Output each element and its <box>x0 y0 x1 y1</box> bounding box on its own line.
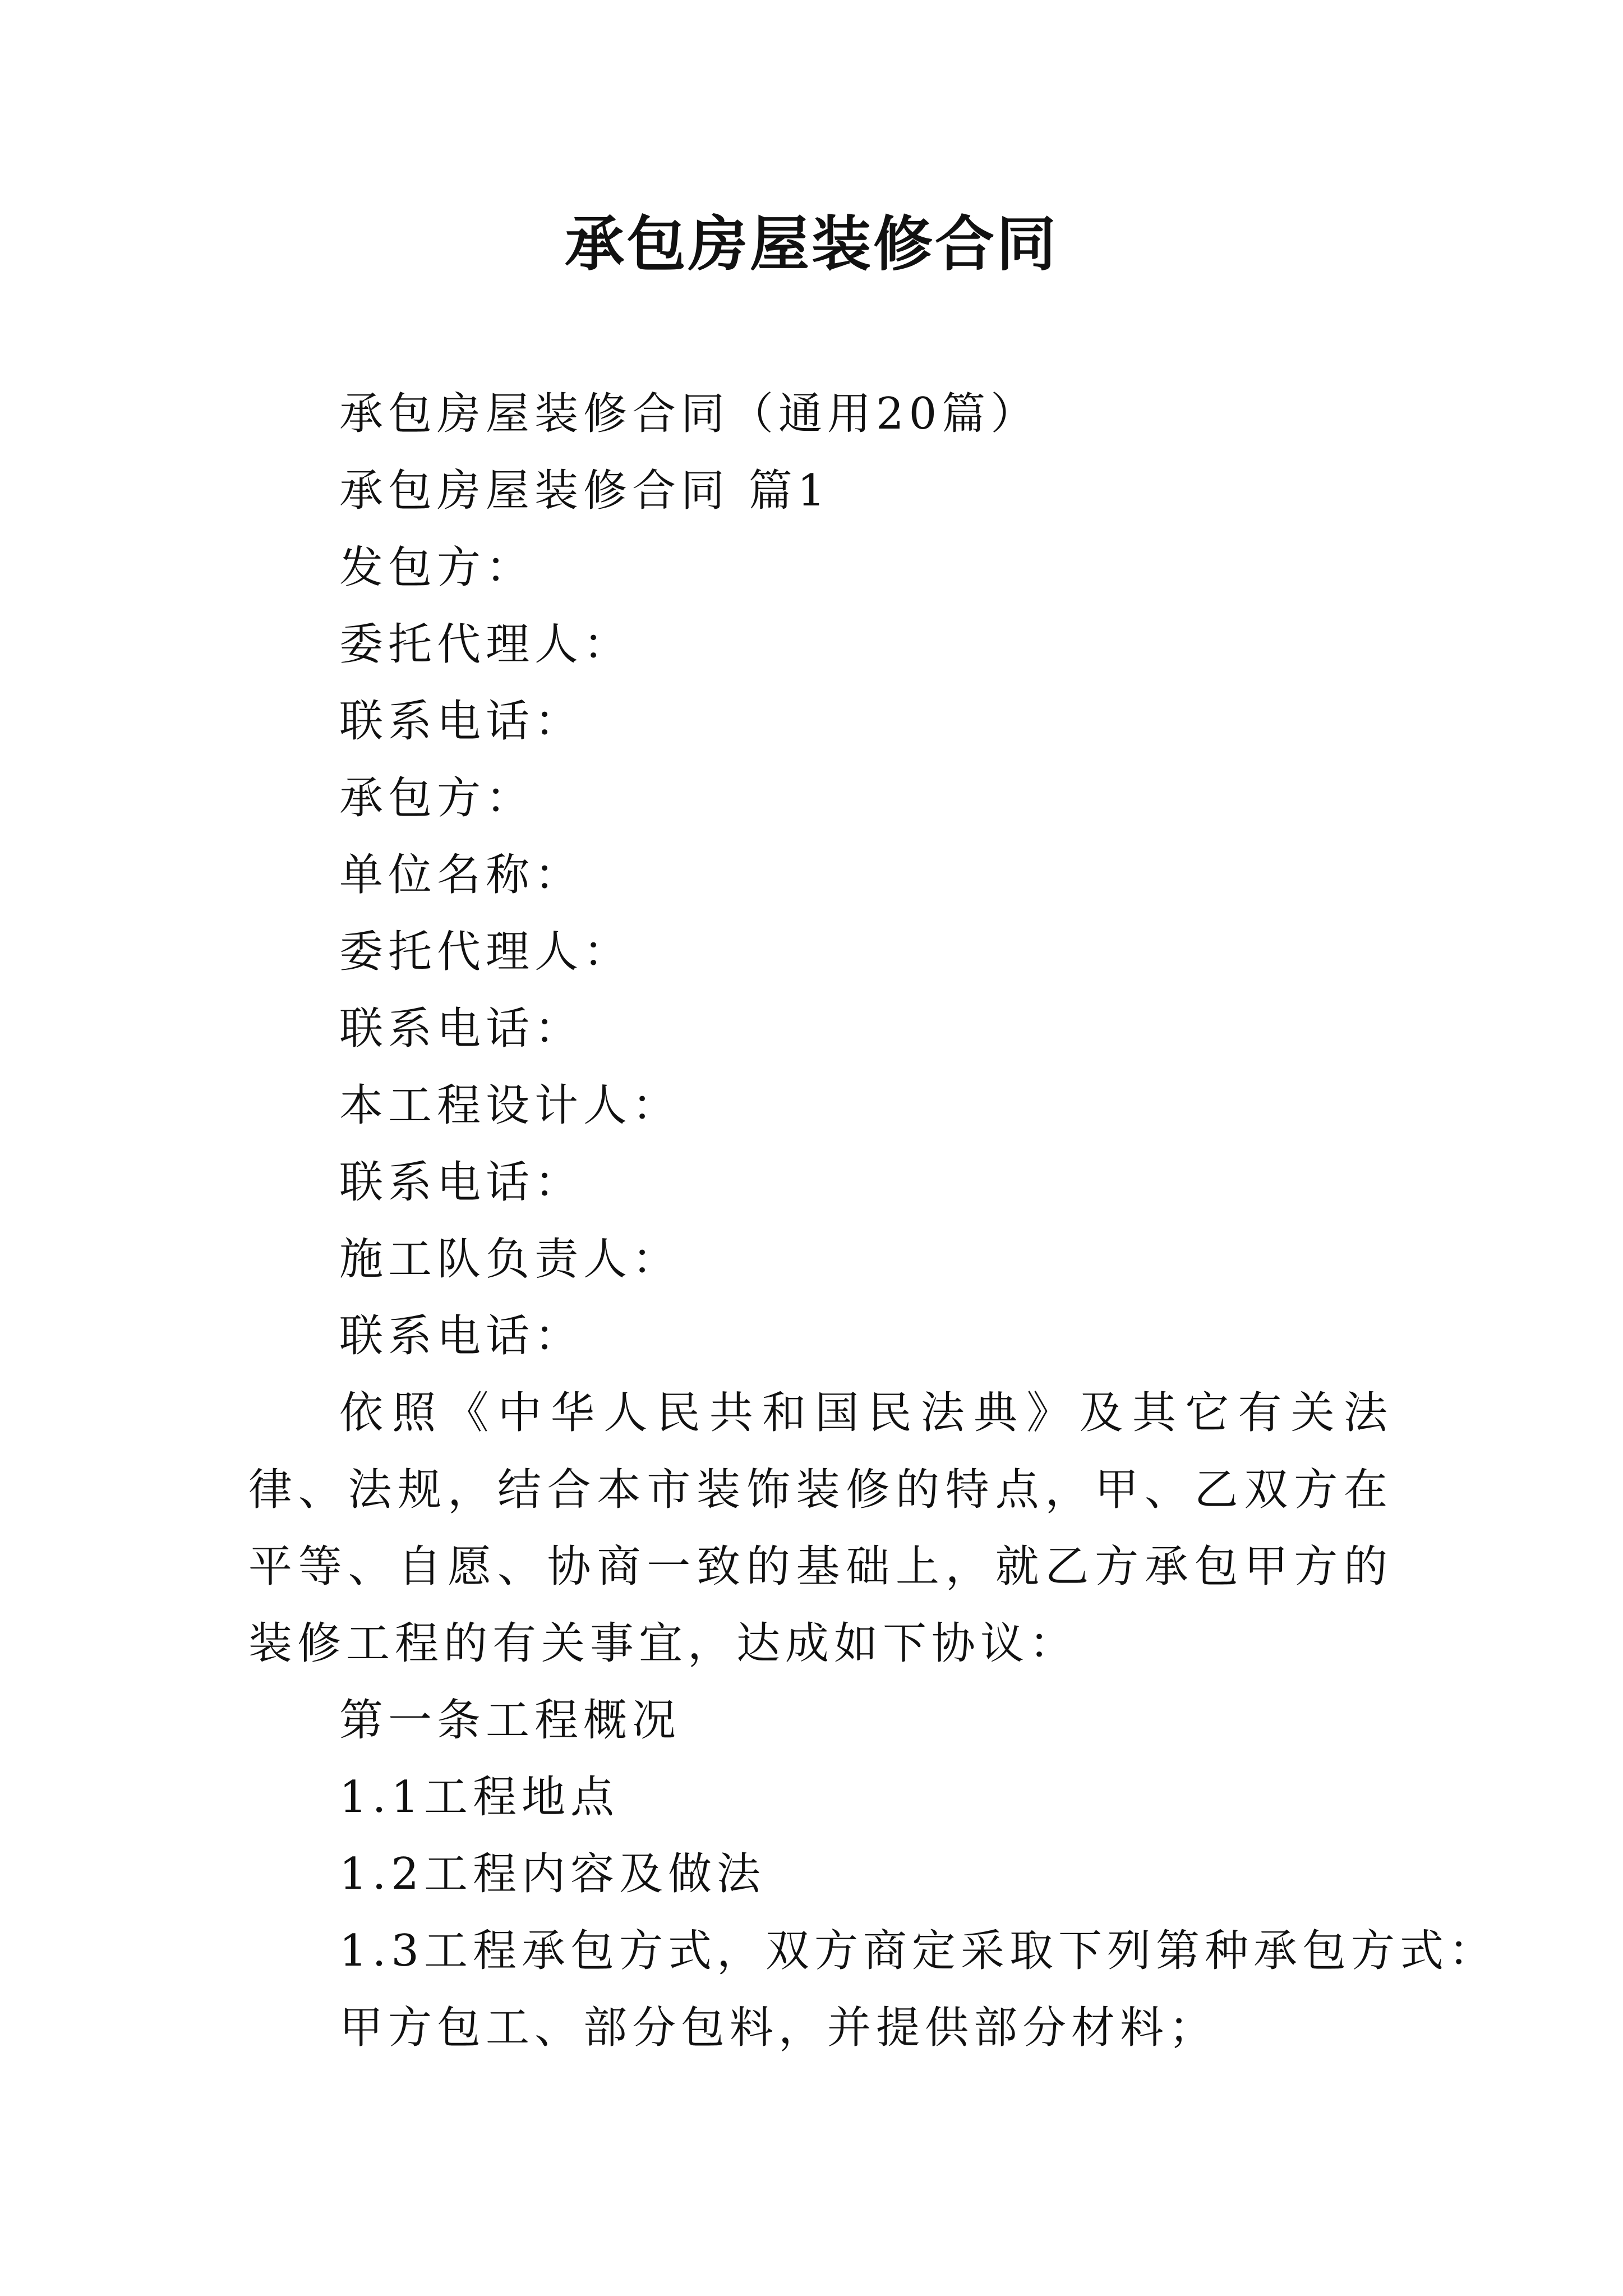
document-title: 承包房屋装修合同 <box>565 209 1058 279</box>
article1-item-1-2: 1.2工程内容及做法 <box>339 1849 766 1899</box>
employer-agent-label: 委托代理人： <box>339 619 633 670</box>
article1-option-1: 甲方包工、部分包料，并提供部分材料； <box>339 2003 1218 2053</box>
crew-leader-label: 施工队负责人： <box>339 1234 681 1285</box>
employer-label: 发包方： <box>339 542 535 593</box>
crew-leader-phone-label: 联系电话： <box>339 1311 584 1361</box>
contractor-agent-label: 委托代理人： <box>339 927 633 977</box>
article1-item-1-1: 1.1工程地点 <box>339 1772 620 1823</box>
document-body <box>248 376 1498 2067</box>
document-subtitle: 承包房屋装修合同（通用20篇） <box>339 389 1040 439</box>
article1-heading: 第一条工程概况 <box>339 1695 681 1746</box>
company-name-label: 单位名称： <box>339 850 584 900</box>
employer-phone-label: 联系电话： <box>339 696 584 747</box>
designer-phone-label: 联系电话： <box>339 1157 584 1208</box>
article1-item-1-3: 1.3工程承包方式，双方商定采取下列第种承包方式： <box>339 1926 1498 1976</box>
contractor-phone-label: 联系电话： <box>339 1004 584 1054</box>
preamble-paragraph: 依照《中华人民共和国民法典》及其它有关法律、法规，结合本市装饰装修的特点，甲、乙双方在平等、自愿、协商一致的基础上，就乙方承包甲方的装修工程的有关事宜，达成如下协议： <box>248 1388 1393 1669</box>
designer-label: 本工程设计人： <box>339 1080 681 1131</box>
contractor-label: 承包方： <box>339 773 535 823</box>
section-heading: 承包房屋装修合同 篇1 <box>339 466 831 516</box>
